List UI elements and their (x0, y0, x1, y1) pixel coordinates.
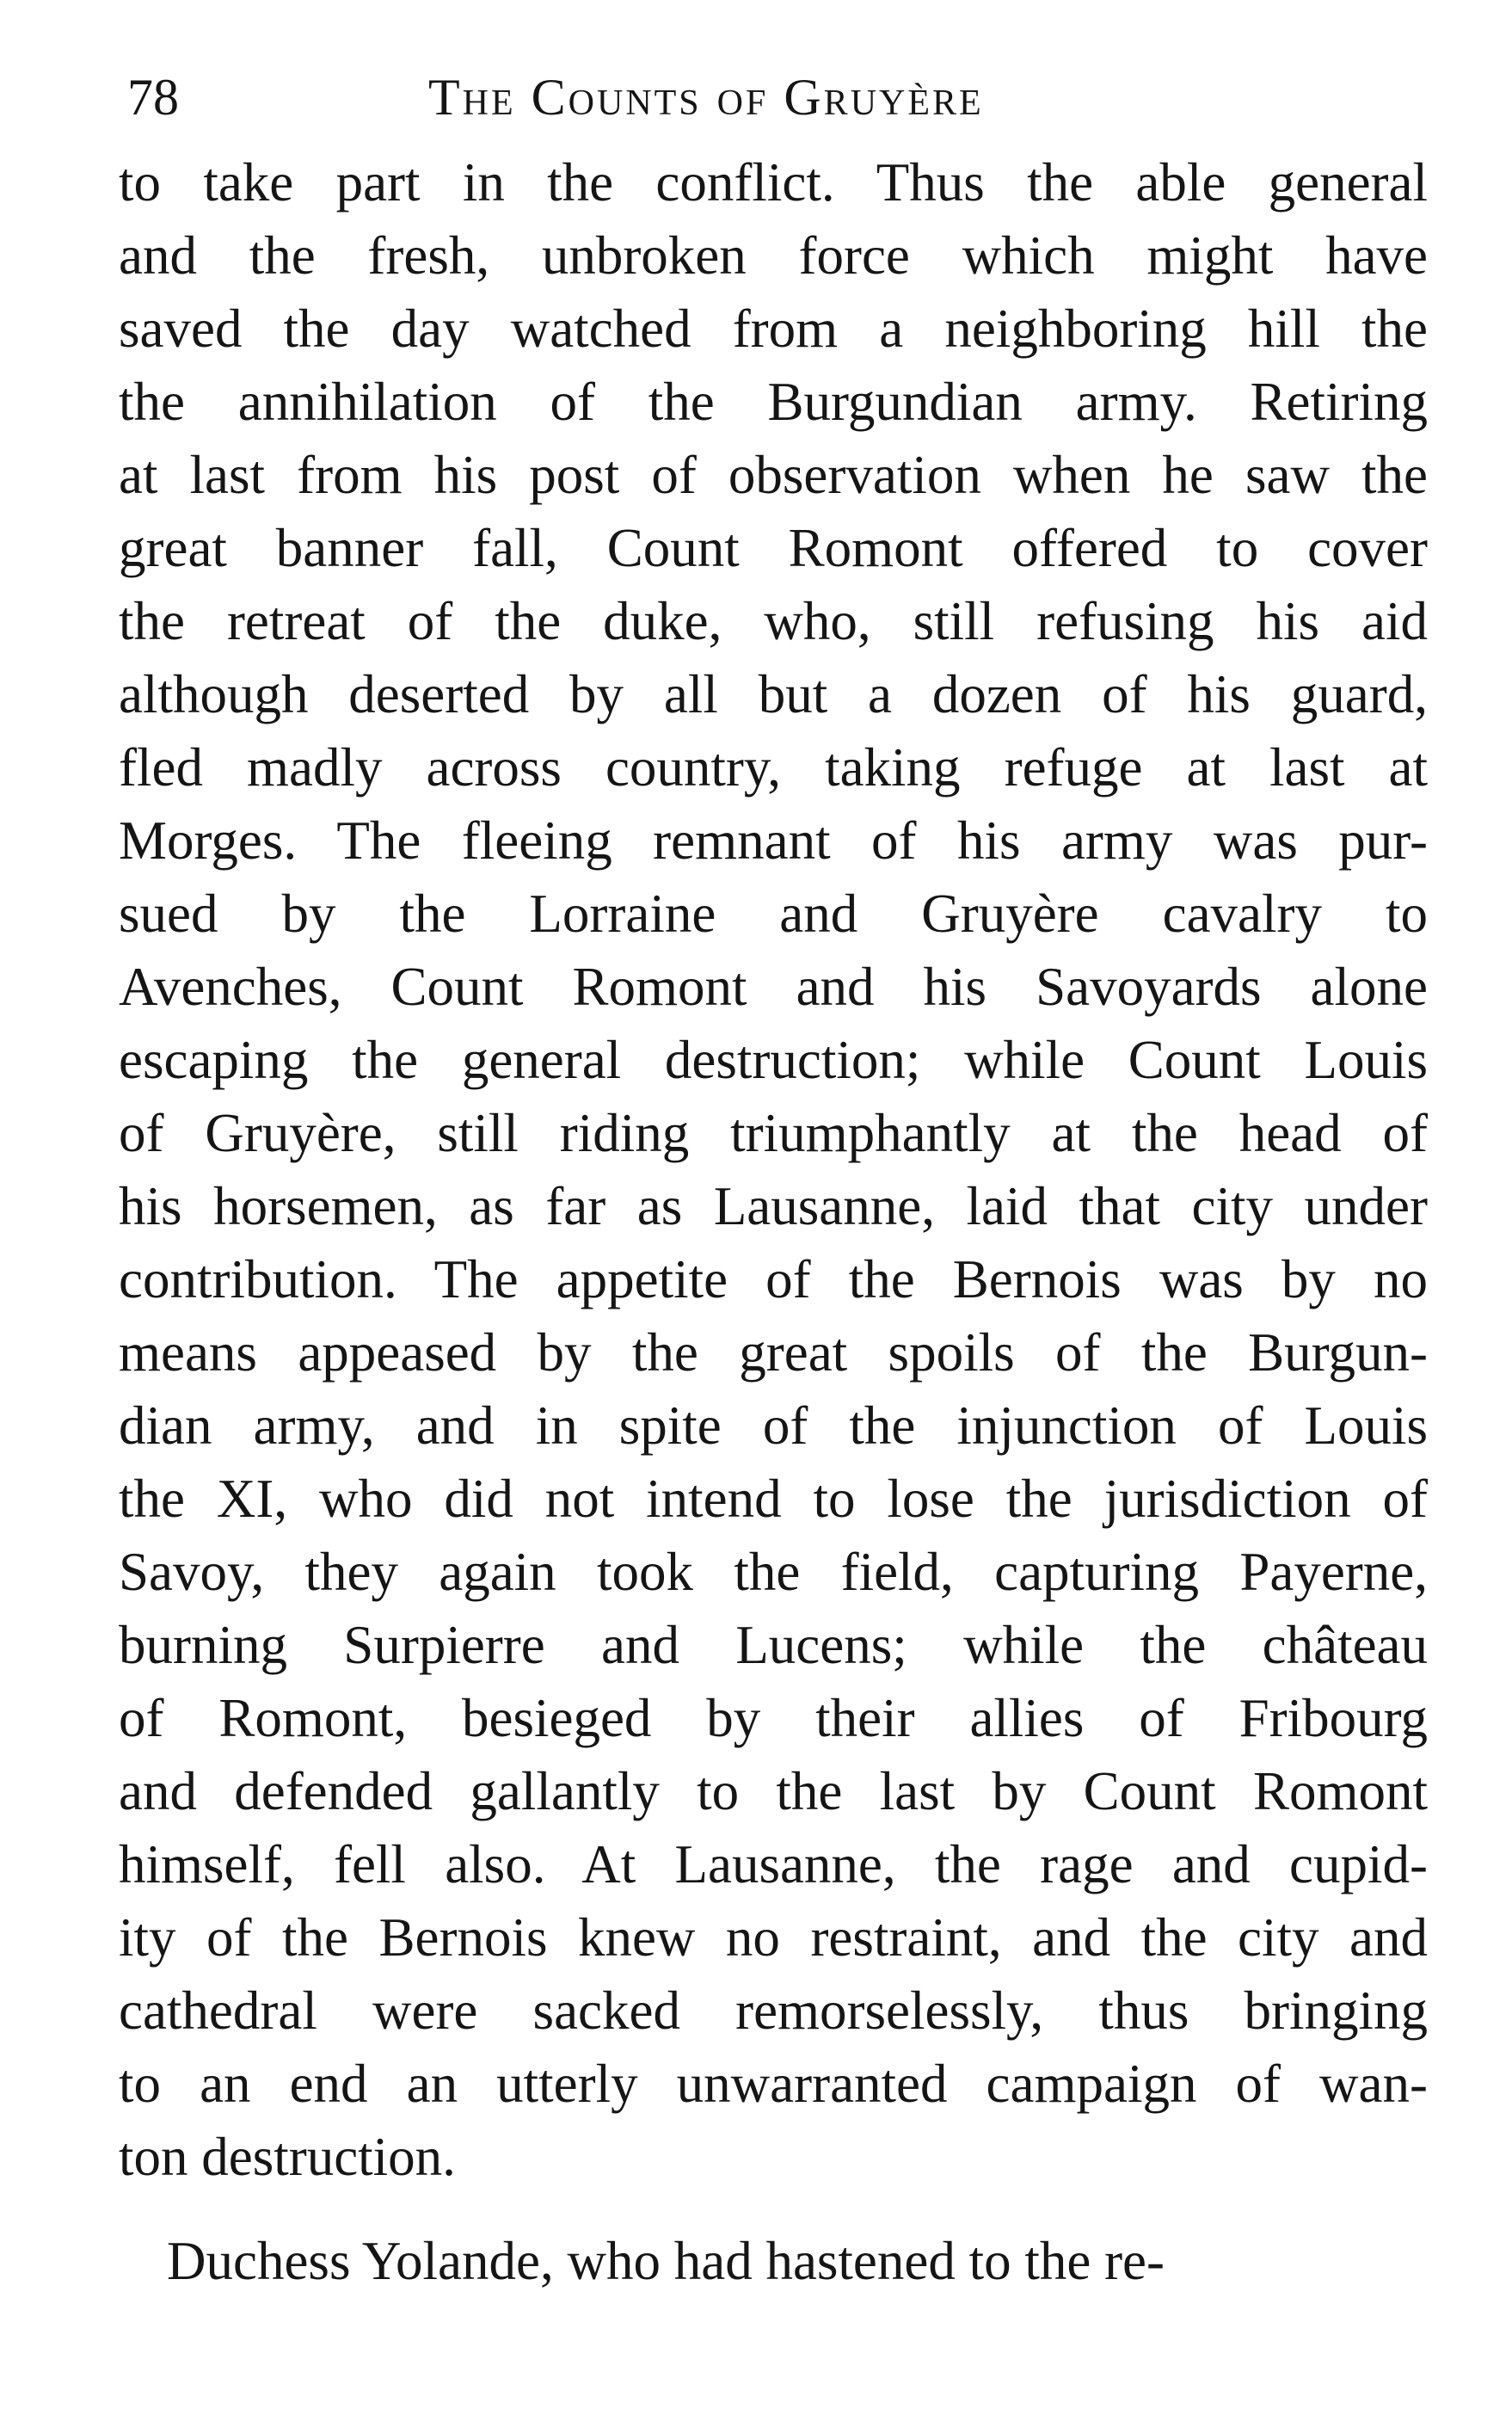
text-line: Duchess Yolande, who had hastened to the re- (167, 2231, 1165, 2291)
text-line: himself, fell also. At Lausanne, the rage and cupid- (119, 1834, 1428, 1894)
text-line: Avenches, Count Romont and his Savoyards alone (119, 957, 1428, 1017)
text-line: the retreat of the duke, who, still refusing his aid (119, 591, 1428, 651)
text-line: and defended gallantly to the last by Count Romont (119, 1761, 1428, 1821)
text-line: escaping the general destruction; while Count Louis (119, 1030, 1428, 1090)
text-line: burning Surpierre and Lucens; while the château (119, 1615, 1428, 1675)
text-line: means appeased by the great spoils of the Burgun- (119, 1322, 1428, 1383)
text-line: contribution. The appetite of the Bernois was by no (119, 1249, 1428, 1309)
text-line: Savoy, they again took the field, capturing Payerne, (119, 1542, 1428, 1602)
text-line: dian army, and in spite of the injunction of Louis (119, 1395, 1428, 1456)
text-line: at last from his post of observation when he saw the (119, 445, 1428, 505)
body-text (119, 146, 1428, 2298)
text-line: ity of the Bernois knew no restraint, and the city and (119, 1907, 1428, 1968)
text-line: cathedral were sacked remorselessly, thus bringing (119, 1981, 1428, 2041)
text-line: the XI, who did not intend to lose the jurisdiction of (119, 1469, 1428, 1529)
running-title: The Counts of Gruyère (428, 69, 984, 126)
text-line: although deserted by all but a dozen of his guard, (119, 664, 1428, 724)
text-line: saved the day watched from a neighboring hill the (119, 299, 1428, 359)
page-number: 78 (127, 69, 179, 126)
text-line: the annihilation of the Burgundian army. Retiring (119, 372, 1428, 432)
text-line: his horsemen, as far as Lausanne, laid that city under (119, 1176, 1428, 1236)
text-line: to take part in the conflict. Thus the able general (119, 152, 1428, 213)
text-line: ton destruction. (119, 2127, 456, 2187)
text-line: fled madly across country, taking refuge at last at (119, 737, 1428, 798)
text-line: and the fresh, unbroken force which might have (119, 225, 1428, 286)
text-line: of Gruyère, still riding triumphantly at the head of (119, 1103, 1428, 1163)
text-line: of Romont, besieged by their allies of Fribourg (119, 1688, 1428, 1748)
text-line: to an end an utterly unwarranted campaign of wan- (119, 2054, 1428, 2114)
running-head (127, 59, 1426, 136)
text-line: great banner fall, Count Romont offered to cover (119, 518, 1428, 578)
text-line: sued by the Lorraine and Gruyère cavalry to (119, 884, 1428, 944)
text-line: Morges. The fleeing remnant of his army was pur- (119, 810, 1428, 871)
